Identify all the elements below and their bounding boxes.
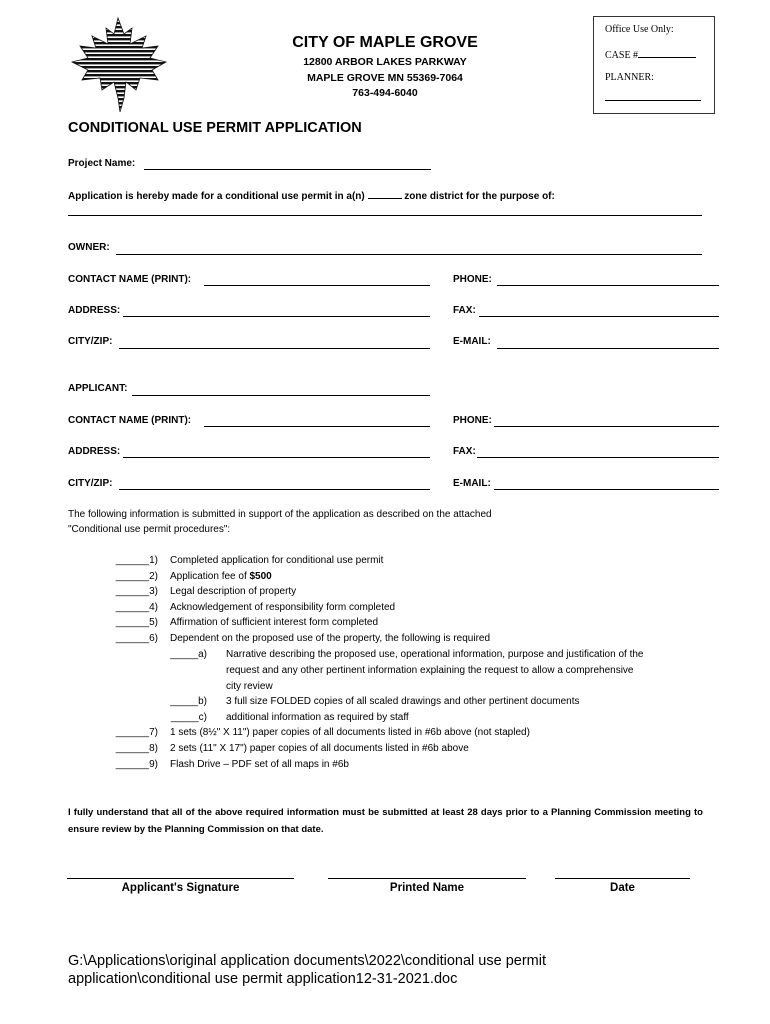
planner-label: PLANNER: (605, 72, 654, 83)
intro-line-1: The following information is submitted in support of the application as described on the attached (68, 509, 492, 520)
owner-contact-field[interactable] (204, 285, 430, 286)
owner-field[interactable] (116, 254, 702, 255)
checklist-text-1: Completed application for conditional use permit (170, 555, 384, 566)
applicant-cityzip-field[interactable] (119, 489, 430, 490)
applicant-label: APPLICANT: (68, 383, 128, 394)
checklist-num-9[interactable]: ______9) (115, 759, 158, 770)
printed-name-label: Printed Name (389, 882, 465, 894)
checklist-num-3[interactable]: ______3) (115, 586, 158, 597)
subitem-c-text: additional information as required by staff (226, 712, 409, 723)
checklist-text-4: Acknowledgement of responsibility form completed (170, 602, 396, 613)
applicant-fax-field[interactable] (477, 457, 719, 458)
application-text-before: Application is hereby made for a conditional use permit in a(n) (68, 191, 365, 202)
checklist-text-6: Dependent on the proposed use of the property, the following is required (170, 633, 491, 644)
subitem-a-line-2: request and any other pertinent information explaining the request to allow a comprehensive (226, 665, 634, 676)
applicant-field[interactable] (132, 395, 430, 396)
intro-line-2: "Conditional use permit procedures": (68, 524, 231, 535)
office-use-title: Office Use Only: (605, 24, 674, 35)
owner-phone-field[interactable] (497, 285, 719, 286)
owner-address-label: ADDRESS: (68, 305, 121, 316)
office-use-box (593, 16, 715, 114)
applicant-address-field[interactable] (123, 457, 430, 458)
checklist-text-2 (170, 571, 272, 582)
case-field[interactable] (638, 48, 696, 58)
date-label: Date (610, 882, 635, 894)
owner-cityzip-field[interactable] (119, 348, 430, 349)
checklist-num-6[interactable]: ______6) (115, 633, 158, 644)
document-path-line-2: application\conditional use permit application12-31-2021.doc (68, 971, 458, 987)
owner-email-label: E-MAIL: (453, 336, 491, 347)
checklist-num-1[interactable]: ______1) (115, 555, 158, 566)
checklist-text-3: Legal description of property (170, 586, 297, 597)
owner-contact-label: CONTACT NAME (PRINT): (68, 274, 192, 285)
zone-district-field[interactable] (368, 189, 402, 199)
checklist-text-5: Affirmation of sufficient interest form completed (170, 617, 379, 628)
case-label: CASE # (605, 50, 639, 61)
subitem-a-line-3: city review (226, 681, 273, 692)
applicant-signature-label: Applicant's Signature (121, 882, 240, 894)
owner-fax-field[interactable] (479, 316, 719, 317)
applicant-signature-field[interactable] (67, 878, 294, 879)
city-phone: 763-494-6040 (352, 87, 418, 99)
checklist-num-8[interactable]: ______8) (115, 743, 158, 754)
maple-leaf-icon (66, 14, 176, 114)
owner-phone-label: PHONE: (453, 274, 492, 285)
subitem-num-c[interactable]: _____c) (170, 712, 207, 723)
checklist-num-7[interactable]: ______7) (115, 727, 158, 738)
checklist-text-8: 2 sets (11" X 17") paper copies of all documents listed in #6b above (170, 743, 469, 754)
purpose-field[interactable] (68, 215, 702, 216)
checklist-fee: $500 (249, 571, 272, 582)
application-statement (68, 189, 555, 202)
date-field[interactable] (555, 878, 690, 879)
applicant-phone-field[interactable] (494, 426, 719, 427)
applicant-address-label: ADDRESS: (68, 446, 121, 457)
document-path-line-1: G:\Applications\original application documents\2022\conditional use permit (68, 953, 546, 969)
applicant-fax-label: FAX: (453, 446, 476, 457)
form-title: CONDITIONAL USE PERMIT APPLICATION (68, 120, 362, 136)
applicant-cityzip-label: CITY/ZIP: (68, 478, 113, 489)
city-address-1: 12800 ARBOR LAKES PARKWAY (303, 56, 467, 68)
applicant-email-field[interactable] (494, 489, 719, 490)
subitem-num-b[interactable]: _____b) (170, 696, 207, 707)
applicant-contact-label: CONTACT NAME (PRINT): (68, 415, 192, 426)
checklist-num-5[interactable]: ______5) (115, 617, 158, 628)
owner-label: OWNER: (68, 242, 110, 253)
owner-fax-label: FAX: (453, 305, 476, 316)
owner-email-field[interactable] (497, 348, 719, 349)
checklist-num-4[interactable]: ______4) (115, 602, 158, 613)
acknowledgement-statement: I fully understand that all of the above required information must be submitted at least 28 days prior to a Planning Commission meeting to ensure review by the Planning Commission on that date. (68, 807, 703, 835)
owner-cityzip-label: CITY/ZIP: (68, 336, 113, 347)
checklist-text-9: Flash Drive – PDF set of all maps in #6b (170, 759, 349, 770)
application-text-after: zone district for the purpose of: (404, 191, 555, 202)
printed-name-field[interactable] (328, 878, 526, 879)
document-path (68, 952, 546, 988)
subitem-b-text: 3 full size FOLDED copies of all scaled drawings and other pertinent documents (226, 696, 580, 707)
project-name-field[interactable] (144, 169, 431, 170)
city-name: CITY OF MAPLE GROVE (292, 34, 478, 51)
owner-address-field[interactable] (123, 316, 430, 317)
checklist-text-7: 1 sets (8½" X 11") paper copies of all documents listed in #6b above (not stapled) (170, 727, 530, 738)
planner-field[interactable] (605, 91, 701, 101)
city-address-2: MAPLE GROVE MN 55369-7064 (307, 72, 463, 84)
checklist-num-2[interactable]: ______2) (115, 571, 158, 582)
subitem-a-line-1: Narrative describing the proposed use, operational information, purpose and justification of the (226, 649, 644, 660)
applicant-phone-label: PHONE: (453, 415, 492, 426)
applicant-email-label: E-MAIL: (453, 478, 491, 489)
project-name-label: Project Name: (68, 158, 136, 169)
applicant-contact-field[interactable] (204, 426, 430, 427)
subitem-num-a[interactable]: _____a) (170, 649, 207, 660)
checklist-text-2-main: Application fee of (170, 571, 250, 582)
